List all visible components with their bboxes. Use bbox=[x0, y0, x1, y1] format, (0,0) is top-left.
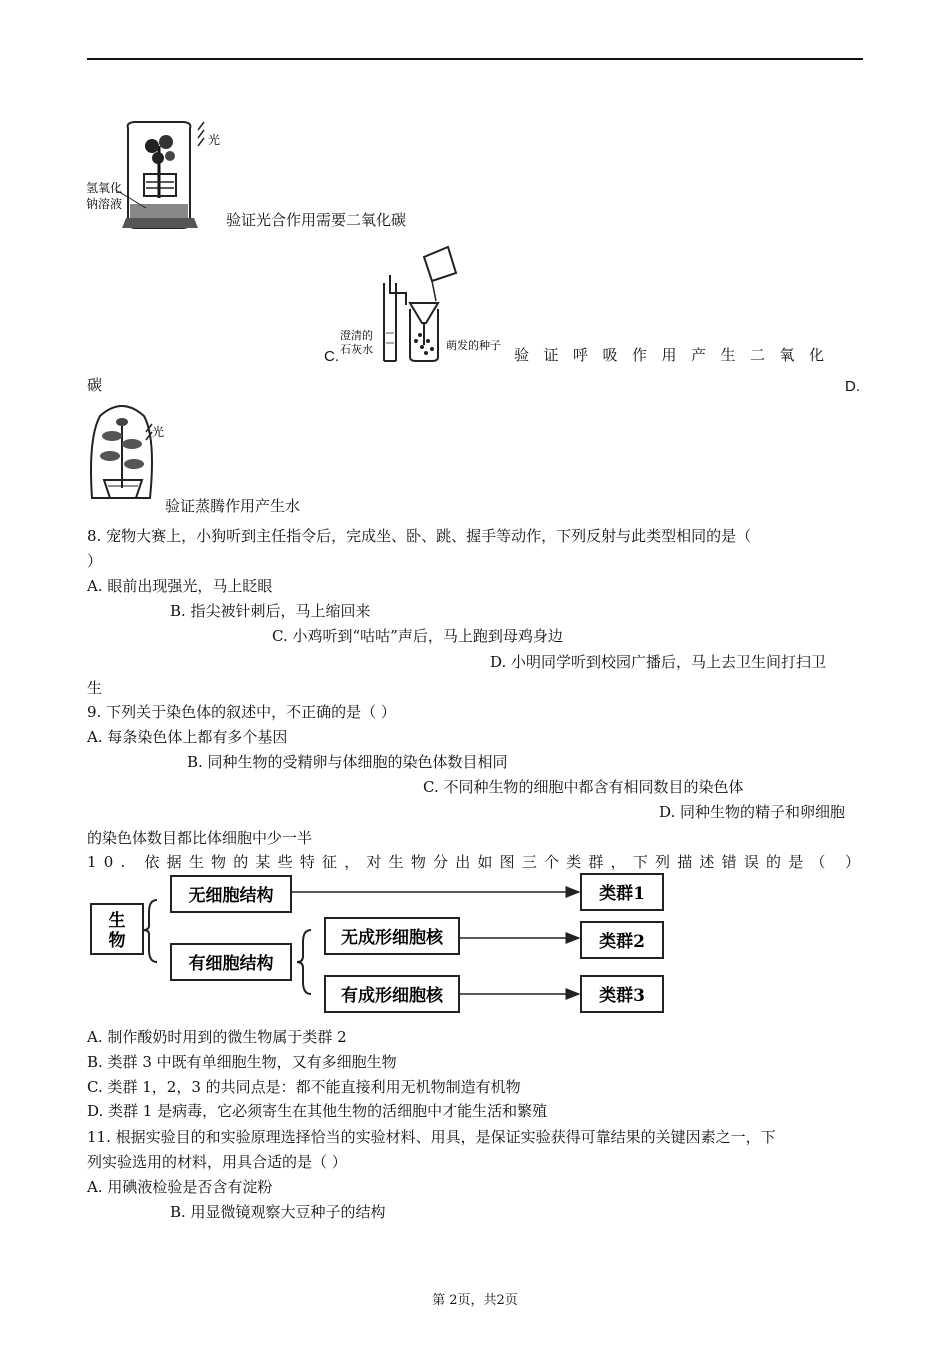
branch2-label: 有细胞结构 bbox=[188, 954, 274, 974]
transpiration-plant-figure bbox=[86, 398, 166, 508]
q8-option-b[interactable]: B. 指尖被针刺后，马上缩回来 bbox=[170, 602, 371, 620]
sub2-label: 有成形细胞核 bbox=[341, 986, 443, 1006]
q9-option-d-wrap: 的染色体数目都比体细胞中少一半 bbox=[87, 829, 313, 847]
q11-option-b[interactable]: B. 用显微镜观察大豆种子的结构 bbox=[170, 1203, 386, 1221]
option-letter-d: D. bbox=[845, 378, 860, 395]
q11-stem: 11. 根据实验目的和实验原理选择恰当的实验材料、用具，是保证实验获得可靠结果的关键因素之一，下 bbox=[87, 1128, 776, 1146]
q8-option-d[interactable]: D. 小明同学听到校园广播后，马上去卫生间打扫卫 bbox=[490, 653, 827, 671]
q10-option-d[interactable]: D. 类群 1 是病毒，它必须寄生在其他生物的活细胞中才能生活和繁殖 bbox=[87, 1102, 548, 1120]
q10-stem-end: ） bbox=[845, 853, 861, 871]
root-brace bbox=[143, 900, 157, 962]
q10-stem: 10. 依据生物的某些特征，对生物分出如图三个类群，下列描述错误的是（ bbox=[87, 853, 833, 871]
classification-diagram bbox=[87, 870, 667, 1015]
q8-option-d-wrap: 生 bbox=[87, 679, 103, 697]
branch1-label: 无细胞结构 bbox=[188, 886, 274, 906]
naoh-label-line1: 氢氧化 bbox=[86, 181, 123, 195]
q10-option-a[interactable]: A. 制作酸奶时用到的微生物属于类群 2 bbox=[87, 1028, 347, 1046]
q8-stem: 8. 宠物大赛上，小狗听到主任指令后，完成坐、卧、跳、握手等动作，下列反射与此类型相同的是（ bbox=[87, 527, 752, 545]
limewater-label-line2: 石灰水 bbox=[340, 343, 373, 356]
light-label: 光 bbox=[208, 133, 221, 147]
caption-b: 验证光合作用需要二氧化碳 bbox=[226, 211, 407, 229]
q11-stem-line2: 列实验选用的材料，用具合适的是（ ） bbox=[87, 1153, 347, 1171]
group3-label: 类群3 bbox=[599, 986, 645, 1006]
q11-option-a[interactable]: A. 用碘液检验是否含有淀粉 bbox=[87, 1178, 273, 1196]
q8-option-a[interactable]: A. 眼前出现强光，马上眨眼 bbox=[87, 577, 273, 595]
root-label-2: 物 bbox=[108, 931, 126, 951]
q9-option-a[interactable]: A. 每条染色体上都有多个基因 bbox=[87, 728, 288, 746]
sub1-label: 无成形细胞核 bbox=[341, 928, 443, 948]
q10-option-c[interactable]: C. 类群 1，2，3 的共同点是：都不能直接利用无机物制造有机物 bbox=[87, 1078, 521, 1096]
page-footer: 第 2页，共2页 bbox=[432, 1293, 518, 1308]
naoh-label-line2: 钠溶液 bbox=[86, 197, 123, 211]
q9-option-b[interactable]: B. 同种生物的受精卵与体细胞的染色体数目相同 bbox=[187, 753, 508, 771]
root-label-1: 生 bbox=[108, 911, 126, 931]
header-rule bbox=[87, 58, 863, 60]
caption-c: 验证呼吸作用产生二氧化 bbox=[514, 346, 839, 364]
q9-stem: 9. 下列关于染色体的叙述中，不正确的是（ ） bbox=[87, 703, 396, 721]
q10-option-b[interactable]: B. 类群 3 中既有单细胞生物，又有多细胞生物 bbox=[87, 1053, 397, 1071]
group2-label: 类群2 bbox=[599, 932, 645, 952]
q9-option-c[interactable]: C. 不同种生物的细胞中都含有相同数目的染色体 bbox=[423, 778, 744, 796]
limewater-label-line1: 澄清的 bbox=[340, 329, 373, 342]
q8-stem-end: ） bbox=[87, 552, 103, 570]
group1-label: 类群1 bbox=[599, 884, 645, 904]
caption-c-wrap: 碳 bbox=[87, 376, 103, 394]
q9-option-d[interactable]: D. 同种生物的精子和卵细胞 bbox=[659, 803, 846, 821]
photosynthesis-co2-apparatus-figure bbox=[86, 118, 236, 238]
respiration-apparatus-figure bbox=[336, 245, 512, 363]
sub-brace bbox=[297, 930, 311, 994]
light-label-d: 光 bbox=[152, 425, 165, 439]
caption-d: 验证蒸腾作用产生水 bbox=[165, 497, 301, 515]
q8-option-c[interactable]: C. 小鸡听到“咕咕”声后，马上跑到母鸡身边 bbox=[272, 627, 563, 645]
option-letter-c: C. bbox=[324, 348, 339, 365]
germinating-seeds-label: 萌发的种子 bbox=[446, 339, 501, 352]
